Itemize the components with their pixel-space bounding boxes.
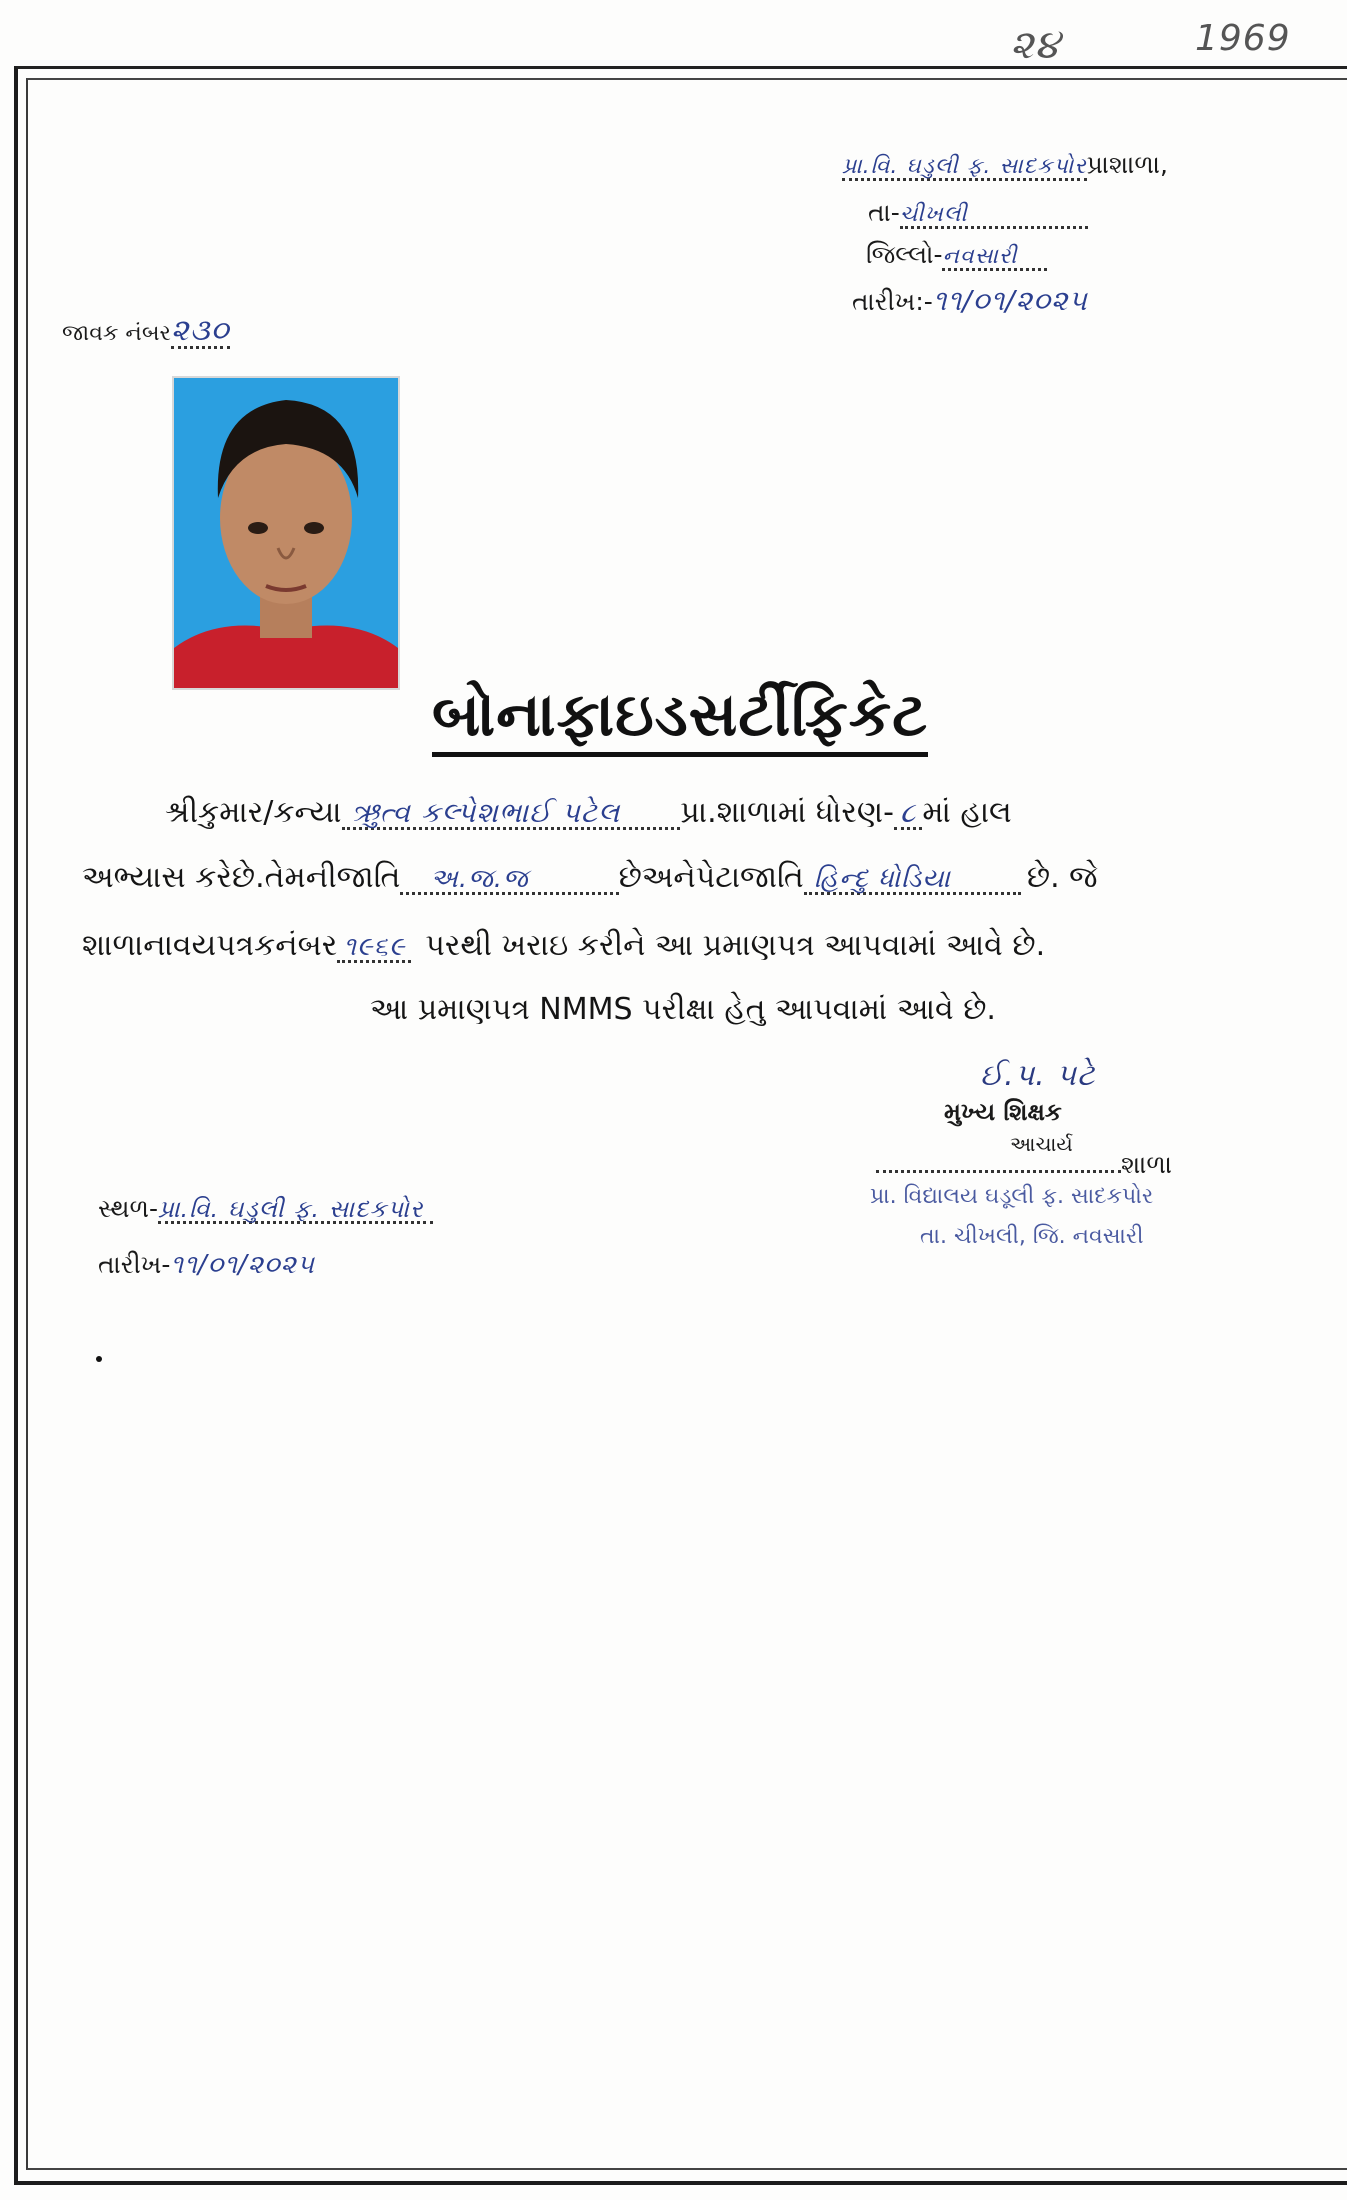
body-line-3 — [82, 928, 1045, 963]
district-line — [866, 240, 1047, 271]
district-label: જિલ્લો- — [866, 240, 943, 269]
line4-text: આ પ્રમાણપત્ર NMMS પરીક્ષા હેતુ આપવામાં આવે છે. — [370, 992, 996, 1027]
student-photo-image — [174, 378, 398, 688]
caste-value: અ.જ.જ — [400, 866, 618, 895]
corner-mark-right: 1969 — [1195, 18, 1291, 59]
school-header-line — [842, 150, 1168, 181]
stamp-line-1: પ્રા. વિદ્યાલય ઘડૂલી ફ. સાદકપોર — [870, 1184, 1154, 1209]
bottom-date-line — [98, 1250, 315, 1281]
school-sign-suffix: શાળા — [1121, 1150, 1173, 1179]
line1-mid: પ્રા.શાળામાં ધોરણ- — [680, 795, 894, 830]
student-name-value: ઋુત્વ કલ્પેશભાઈ પટેલ — [342, 799, 681, 830]
district-value: નવસારી — [942, 246, 1047, 271]
certificate-title: બોનાફાઇડસર્ટીફિકેટ — [432, 680, 928, 757]
register-number-value: ૧૯૬૯ — [337, 934, 411, 963]
header-date-value: ૧૧/૦૧/૨૦૨૫ — [932, 284, 1088, 317]
line2-prefix: અભ્યાસ કરેછે.તેમનીજાતિ — [82, 860, 401, 895]
standard-value: ૮ — [894, 799, 922, 830]
line2-mid: છેઅનેપેટાજાતિ — [618, 860, 804, 895]
header-date-line — [852, 284, 1088, 318]
body-line-4 — [370, 992, 996, 1027]
school-suffix: પ્રાશાળા, — [1086, 150, 1168, 179]
taluka-label: તા- — [868, 198, 900, 227]
bottom-date-label: તારીખ- — [98, 1250, 171, 1279]
outward-number-line — [62, 313, 230, 349]
body-line-1 — [165, 795, 1012, 830]
principal-label: આચાર્ય — [1010, 1132, 1073, 1156]
corner-mark-left: ૨૪ — [1010, 22, 1061, 68]
line2-suffix: છે. જે — [1026, 860, 1098, 895]
bottom-date-value: ૧૧/૦૧/૨૦૨૫ — [170, 1250, 316, 1280]
student-photo — [172, 376, 400, 690]
body-line-2 — [82, 860, 1098, 895]
school-sign-dots — [876, 1150, 1121, 1173]
outward-label: જાવક નંબર — [62, 321, 171, 346]
head-teacher-label: મુખ્ય શિક્ષક — [944, 1098, 1062, 1126]
outward-value: ૨૩૦ — [170, 313, 230, 348]
line3-prefix: શાળાનાવયપત્રકનંબર — [82, 928, 338, 963]
stamp-line-2: તા. ચીખલી, જિ. નવસારી — [920, 1224, 1144, 1249]
school-sign-line — [876, 1150, 1172, 1180]
line1-prefix: શ્રીકુમાર/કન્યા — [165, 795, 342, 830]
line1-suffix: માં હાલ — [922, 795, 1012, 830]
stray-dot — [96, 1356, 102, 1362]
place-value: પ્રા.વિ. ઘડુલી ફ. સાદકપોર — [158, 1197, 433, 1224]
signature-scribble: ઈ.પ. ૫ટે — [980, 1058, 1096, 1093]
school-name-value: પ્રા.વિ. ઘડુલી ફ. સાદકપોર — [842, 154, 1087, 179]
taluka-value: ચીખલી — [900, 204, 1088, 229]
place-label: સ્થળ- — [98, 1194, 159, 1223]
line3-suffix: પરથી ખરાઇ કરીને આ પ્રમાણપત્ર આપવામાં આવે છે. — [425, 928, 1046, 963]
place-line — [98, 1194, 433, 1224]
header-date-label: તારીખ:- — [852, 287, 933, 316]
subcaste-value: હિન્દુ ધોડિયા — [804, 866, 1021, 895]
taluka-line — [868, 198, 1088, 229]
